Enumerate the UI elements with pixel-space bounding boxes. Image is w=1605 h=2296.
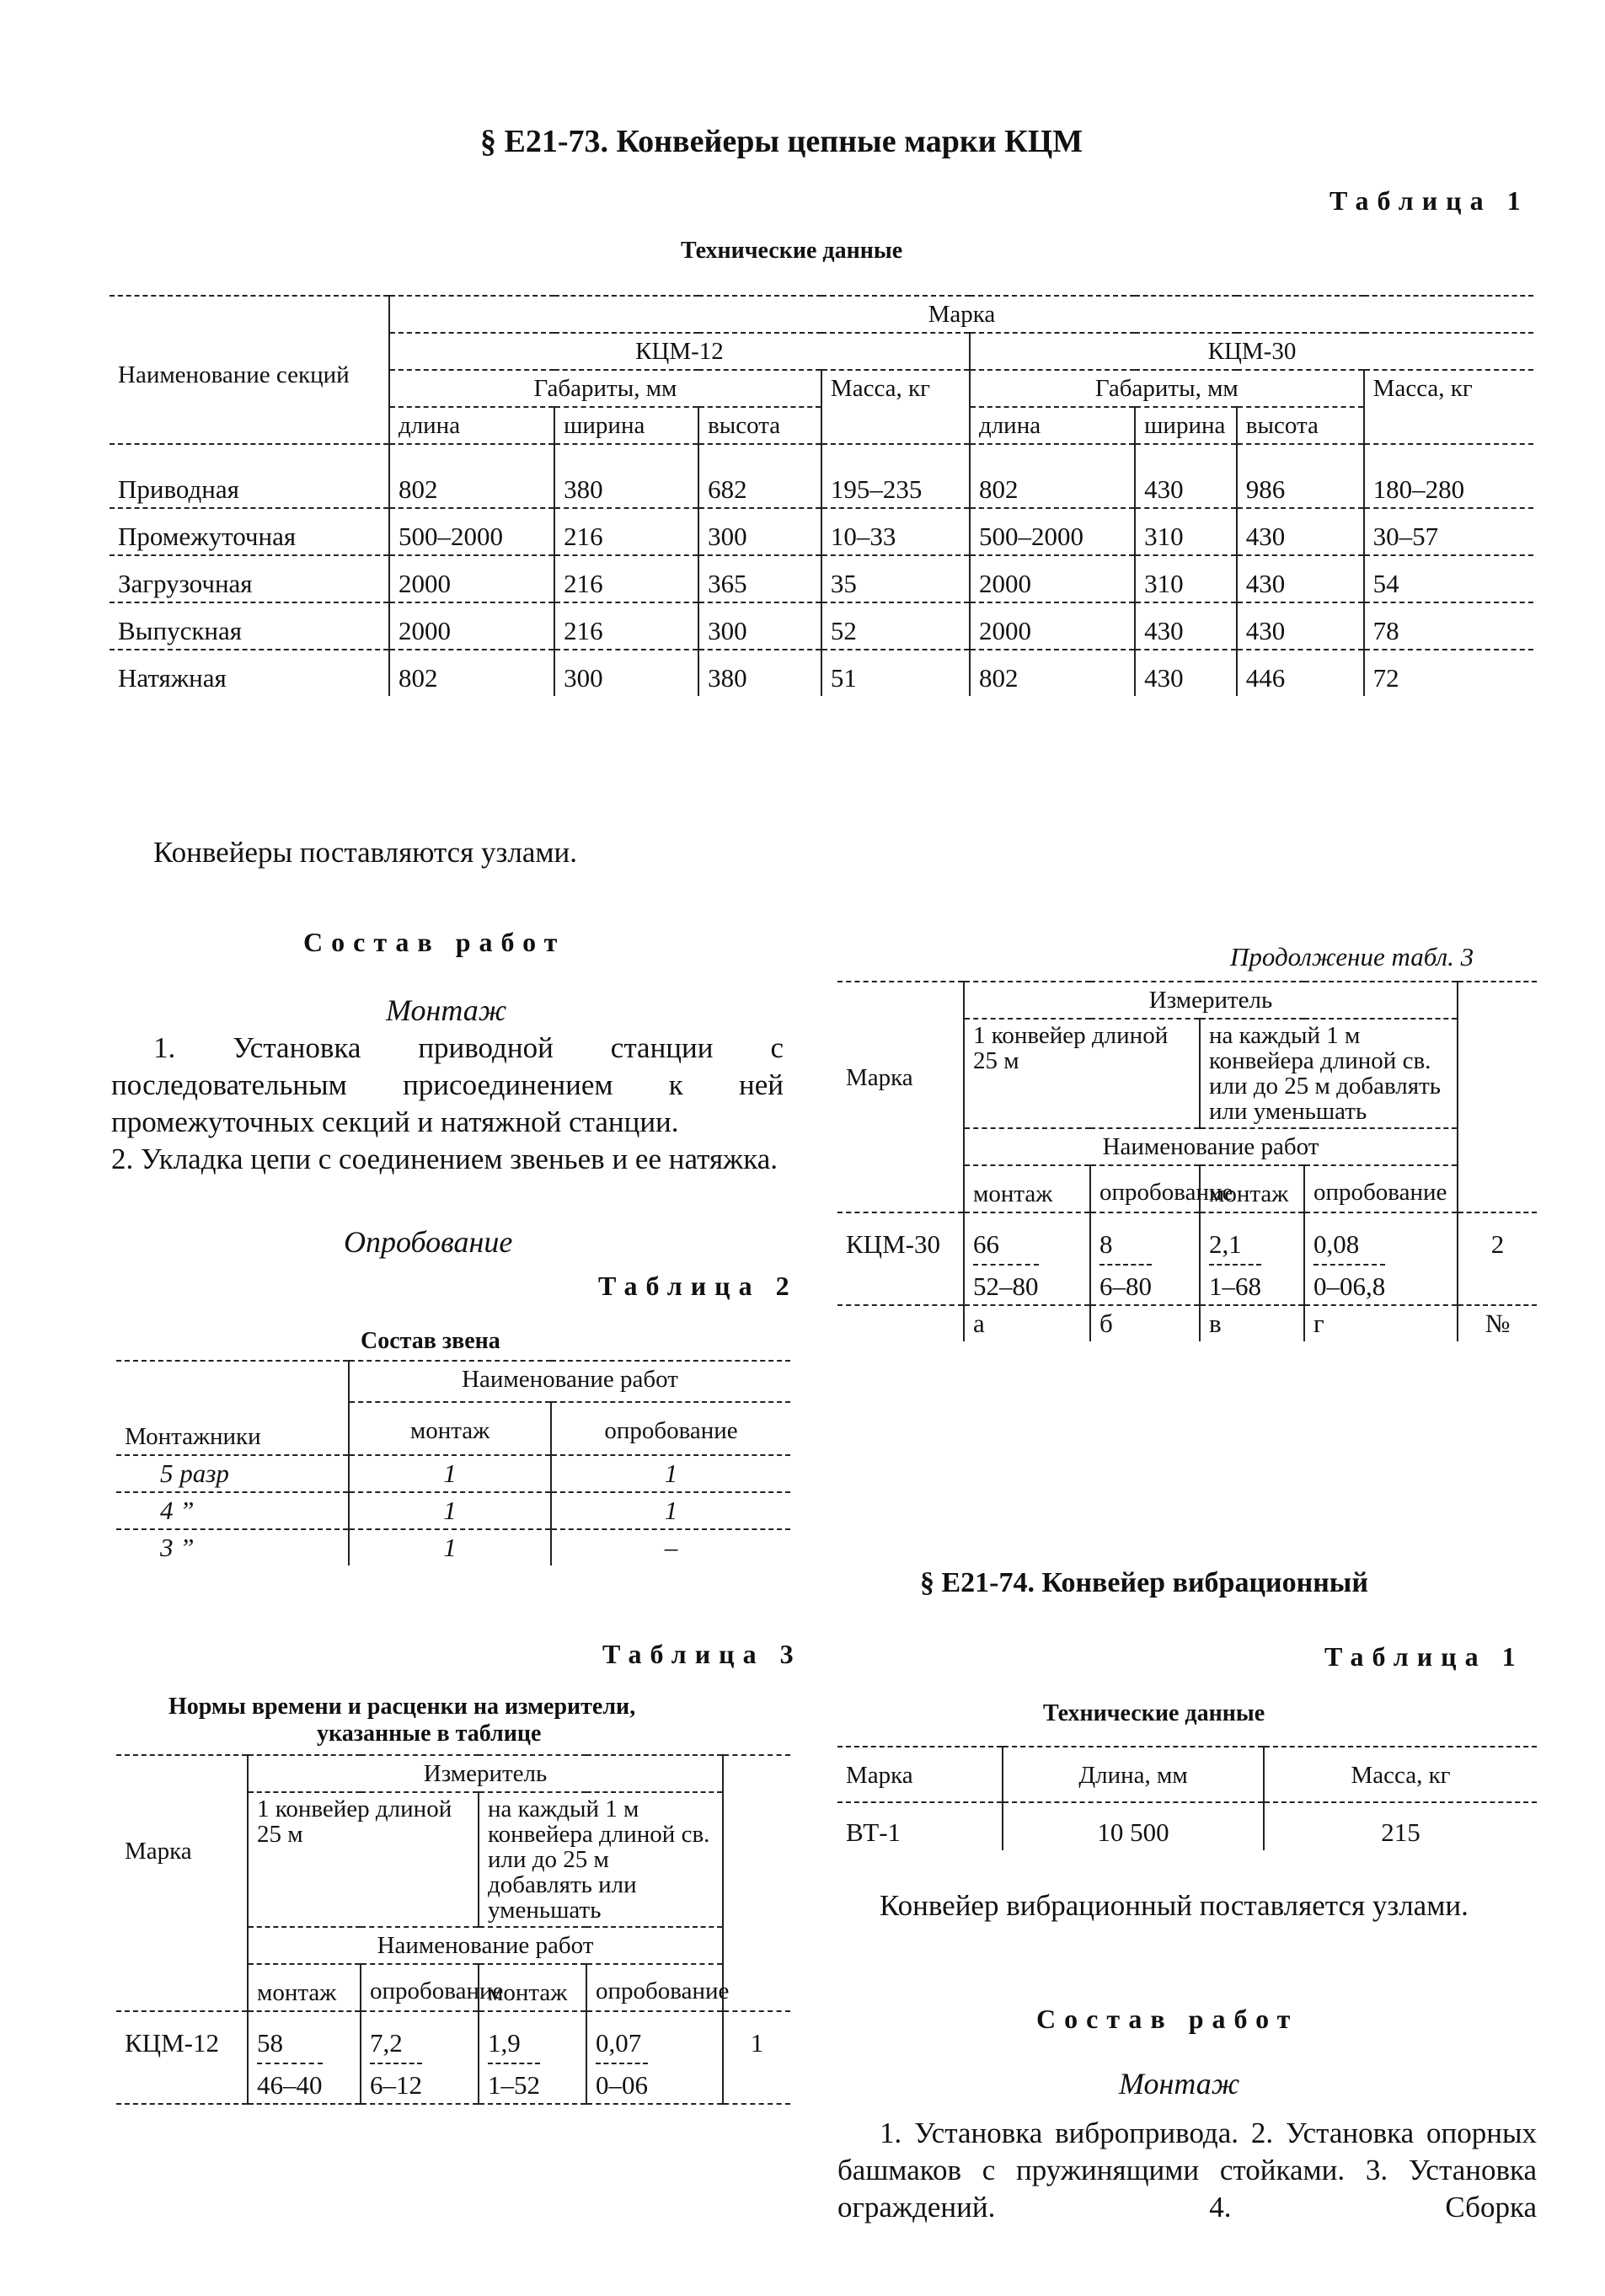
meter-per-1m: на каждый 1 м конвейера длиной св. или до 25 м добавлять или уменьшать [479,1792,723,1927]
col-header-mount: монтаж [349,1402,551,1455]
model-kcm12: КЦМ-12 [389,333,970,370]
col-header-workers: Монтажники [116,1361,349,1455]
table-caption-line1: Нормы времени и расценки на измерители, [169,1694,636,1720]
table-caption: Технические данные [681,238,903,264]
col-header-works: Наименование работ [349,1361,790,1402]
column-letters-row: а б в г № [837,1305,1537,1341]
width-header: ширина [554,407,698,444]
table-caption-line2: указанные в таблице [317,1721,542,1747]
model-kcm30: КЦМ-30 [970,333,1533,370]
table-row: КЦМ-30 $\frac{66}{52-80}$ $\frac{8}{6-80}$ $\frac{2,1}{1-68}$ $\frac{0,08}{0-06,8}$ 2 [837,1212,1537,1305]
table-row: КЦМ-12 $\frac{58}{46-40}$ $\frac{7,2}{6-12}$ $\frac{1,9}{1-52}$ $\frac{0,07}{0-06}$ 1 [116,2011,790,2104]
subheading-mounting: Монтаж [386,993,507,1027]
delivery-note: Конвейеры поставляются узлами. [153,836,577,869]
table-caption: Технические данные [1043,1700,1265,1726]
section-heading: Состав работ [1036,2004,1299,2034]
table-row: ВТ-1 10 500 215 [837,1802,1537,1850]
norms-table-continued: Марка Измеритель 1 конвейер длиной 25 м на каждый 1 м конвейера длиной св. или до 25 м добавлять или уменьшать Наименование работ монтаж опробование монтаж опробование КЦМ-30 $\frac{66}{52-80}$ $\frac{8}{6-80}$ $\frac{2,1}{1-68}$ $\frac{0,08}{0-06,8}$ 2 а б в г № [837,981,1537,1341]
vibro-tech-table: Марка Длина, мм Масса, кг ВТ-1 10 500 215 [837,1746,1537,1850]
work-step-2: 2. Укладка цепи с соединением звеньев и ее натяжка. [111,1143,778,1175]
table-row: Загрузочная 2000 216 365 35 2000 310 430 54 [110,555,1533,602]
table-row: Натяжная 802 300 380 51 802 430 446 72 [110,650,1533,696]
length-header: длина [389,407,554,444]
table-caption: Состав звена [361,1328,500,1354]
section-heading: Состав работ [303,927,566,957]
tech-data-table [110,295,1533,696]
dims-header: Габариты, мм [970,370,1364,407]
length-header: длина [970,407,1135,444]
section-title: § Е21-73. Конвейеры цепные марки КЦМ [480,124,1083,159]
table-label: Таблица 2 [598,1271,798,1301]
col-header-brand: Марка [116,1755,248,2011]
work-steps: 1. Установка вибропривода. 2. Установка опорных башмаков с пружинящими стойками. 3. Установка ограждений. 4. Сборка [837,2117,1537,2224]
mass-header: Масса, кг [1364,370,1533,444]
width-header: ширина [1135,407,1237,444]
table-row: 3 ” 1 – [116,1529,790,1565]
col-header-test: опробование [551,1402,790,1455]
col-header-meter: Измеритель [248,1755,723,1792]
height-header: высота [1237,407,1364,444]
crew-table [116,1360,790,1565]
table-row: Выпускная 2000 216 300 52 2000 430 430 78 [110,602,1533,650]
table-row: 5 разр 1 1 [116,1455,790,1492]
norms-table: Марка Измеритель 1 конвейер длиной 25 м на каждый 1 м конвейера длиной св. или до 25 м добавлять или уменьшать Наименование работ монтаж опробование монтаж опробование КЦМ-12 $\frac{58}{46-40}$ $\frac{7,2}{6-12}$ $\frac{1,9}{1-52}$ $\frac{0,07}{0-06}$ 1 [116,1754,790,2105]
col-header-brand: Марка [389,296,1533,333]
table-row: 4 ” 1 1 [116,1492,790,1529]
table-label: Таблица 1 [1329,185,1529,216]
table-label: Таблица 3 [602,1639,802,1669]
delivery-note: Конвейер вибрационный поставляется узлами. [880,1889,1469,1922]
height-header: высота [698,407,821,444]
subheading-testing: Опробование [344,1225,513,1259]
col-header-name: Наименование секций [110,296,389,444]
dims-header: Габариты, мм [389,370,821,407]
table-row: Промежуточная 500–2000 216 300 10–33 500–2000 310 430 30–57 [110,508,1533,555]
col-header-works: Наименование работ [248,1927,723,1964]
table-continuation-label: Продолжение табл. 3 [1230,942,1474,971]
mass-header: Масса, кг [821,370,970,444]
meter-per-25m: 1 конвейер длиной 25 м [248,1792,479,1927]
table-label: Таблица 1 [1324,1641,1524,1672]
table-row: Приводная 802 380 682 195–235 802 430 986 180–280 [110,444,1533,508]
work-step-1: 1. Установка приводной станции с последовательным присоединением к ней промежуточных секций и натяжной станции. [111,1031,784,1138]
subheading-mounting: Монтаж [1119,2067,1240,2101]
section-title: § Е21-74. Конвейер вибрационный [920,1567,1368,1598]
